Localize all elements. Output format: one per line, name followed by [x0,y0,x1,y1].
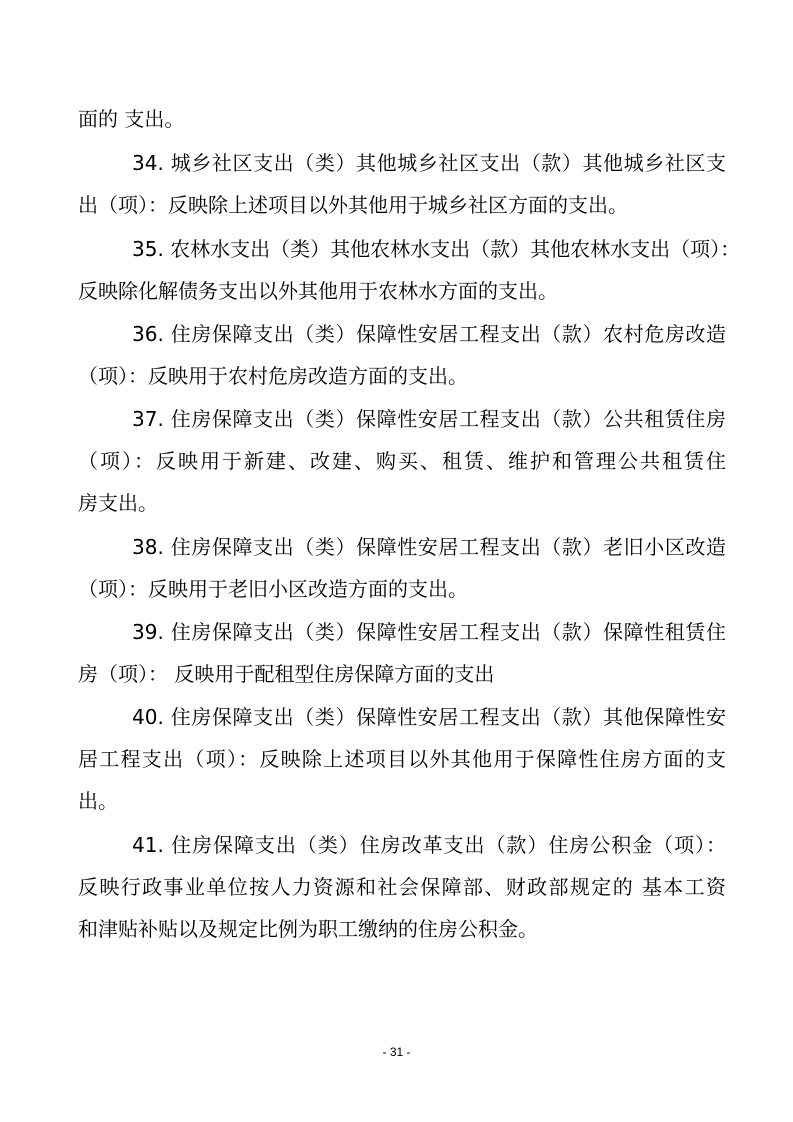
text-line: 出（项）：反映除上述项目以外其他用于城乡社区方面的支出。 [78,193,628,217]
text-line: （项）：反映用于新建、改建、购买、租赁、维护和管理公共租赁住 [78,449,726,473]
page-number: - 31 - [382,1045,411,1059]
text-line: 居工程支出（项）：反映除上述项目以外其他用于保障性住房方面的支 [78,747,726,771]
text-line: 反映行政事业单位按人力资源和社会保障部、财政部规定的 基本工资 [78,875,726,899]
text-line: 和津贴补贴以及规定比例为职工缴纳的住房公积金。 [78,917,538,941]
text-line: 35. 农林水支出（类）其他农林水支出（款）其他农林水支出（项）： [132,237,741,261]
text-line: （项）：反映用于农村危房改造方面的支出。 [78,364,468,388]
text-line: 34. 城乡社区支出（类）其他城乡社区支出（款）其他城乡社区支 [132,151,726,175]
text-line: 36. 住房保障支出（类）保障性安居工程支出（款）农村危房改造 [132,322,726,346]
text-line: 房支出。 [78,491,158,515]
text-line: 39. 住房保障支出（类）保障性安居工程支出（款）保障性租赁住 [132,620,726,644]
text-line: 40. 住房保障支出（类）保障性安居工程支出（款）其他保障性安 [132,705,726,729]
text-line: 38. 住房保障支出（类）保障性安居工程支出（款）老旧小区改造 [132,535,726,559]
text-line: （项）：反映用于老旧小区改造方面的支出。 [78,577,468,601]
text-line: 房（项）： 反映用于配租型住房保障方面的支出 [78,662,495,686]
text-line: 出。 [78,789,118,813]
text-line: 41. 住房保障支出（类）住房改革支出（款）住房公积金（项）： [132,833,726,857]
text-line: 反映除化解债务支出以外其他用于农林水方面的支出。 [78,279,558,303]
text-line: 面的 支出。 [78,107,185,131]
text-line: 37. 住房保障支出（类）保障性安居工程支出（款）公共租赁住房 [132,407,726,431]
